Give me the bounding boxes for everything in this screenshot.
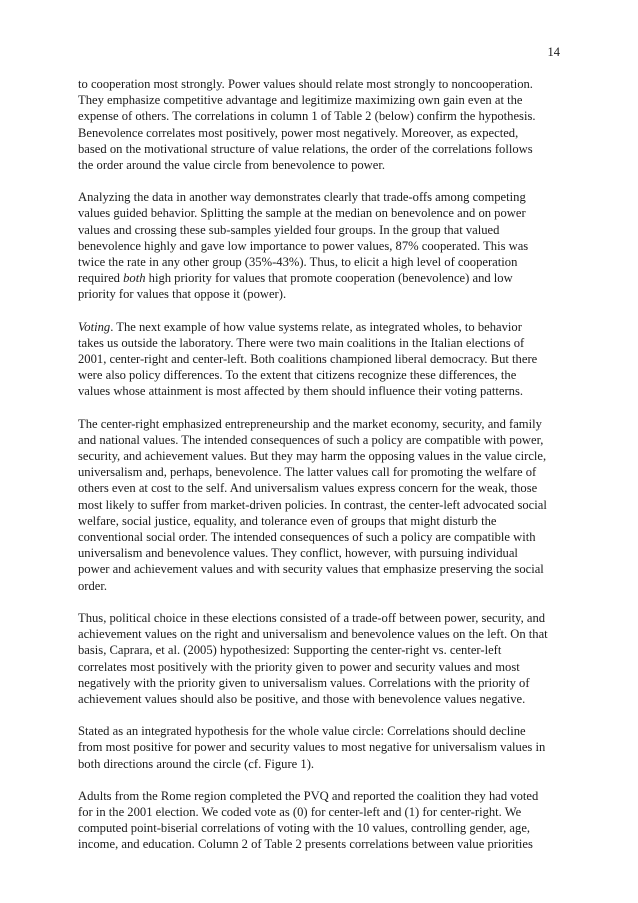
text-line: Adults from the Rome region completed the PVQ and reported the coalition they had voted (78, 788, 539, 803)
text-line: to cooperation most strongly. Power values should relate most strongly to noncooperation. (78, 77, 533, 91)
text-line: basis, Caprara, et al. (2005) hypothesized: Supporting the center-right vs. center-left (78, 643, 502, 658)
text-line: achievement values on the right and universalism and benevolence values on the left. On that (78, 627, 548, 642)
text-line: priority for values that oppose it (power). (78, 287, 287, 302)
text-line: Thus, political choice in these elections consisted of a trade-off between power, security, and (78, 610, 546, 625)
text-line: welfare, social justice, equality, and tolerance even of groups that might disturb the (78, 513, 497, 528)
text-line: values guided behavior. Splitting the sample at the median on benevolence and on power (78, 206, 526, 221)
paragraph-voting (78, 319, 562, 400)
text-line: both directions around the circle (cf. Figure 1). (78, 756, 315, 771)
text-line: Benevolence correlates most positively, power most negatively. Moreover, as expected, (78, 125, 519, 140)
text-line: correlates most positively with the priority given to power and security values and most (78, 659, 520, 674)
text-line: conventional social order. The intended consequences of such a policy are compatible with (78, 530, 536, 545)
text-line: and national values. The intended consequences of such a policy are compatible with power, (78, 432, 544, 447)
text-line: benevolence highly and gave low importance to power values, 87% cooperated. This was (78, 238, 529, 253)
text-line: twice the rate in any other group (35%-43%). Thus, to elicit a high level of cooperation (78, 255, 518, 270)
text-line: Analyzing the data in another way demonstrates clearly that trade-offs among competing (78, 190, 526, 205)
text-line: values and crossing these sub-samples yielded four groups. In the group that valued (78, 222, 500, 237)
paragraph-political-choice (78, 610, 562, 707)
text-line: The center-right emphasized entrepreneurship and the market economy, security, and family (78, 416, 542, 431)
text-line: were also policy differences. To the extent that citizens recognize these differences, the (78, 368, 517, 383)
text-line: for in the 2001 election. We coded vote as (0) for center-left and (1) for center-right. We (78, 804, 522, 819)
text-line: 2001, center-right and center-left. Both coalitions championed liberal democracy. But there (78, 352, 538, 367)
paragraph-trade-offs (78, 189, 562, 302)
paragraph-rome-sample (78, 788, 562, 853)
text-line: universalism and benevolence values. They conflict, however, with pursuing individual (78, 546, 518, 561)
text-run: . The next example of how value systems relate, as integrated wholes, to behavior (110, 319, 522, 334)
paragraph-integrated-hypothesis (78, 723, 562, 772)
text-line: Stated as an integrated hypothesis for the whole value circle: Correlations should decline (78, 724, 526, 739)
text-line: computed point-biserial correlations of voting with the 10 values, controlling gender, age, (78, 821, 531, 836)
page-number: 14 (547, 45, 560, 59)
text-line: security, and achievement values. But they may harm the opposing values in the value circle, (78, 449, 547, 464)
text-line: from most positive for power and security values to most negative for universalism values in (78, 740, 546, 755)
text-line: order. (78, 578, 108, 593)
text-line: They emphasize competitive advantage and legitimize maximizing own gain even at the (78, 93, 523, 108)
text-line: universalism and, perhaps, benevolence. The latter values call for promoting the welfare of (78, 465, 537, 480)
text-line (78, 270, 562, 286)
text-line: based on the motivational structure of value relations, the order of the correlations follows (78, 141, 533, 156)
text-line: income, and education. Column 2 of Table 2 presents correlations between value priorities (78, 837, 533, 852)
emphasis-text: both (123, 271, 146, 286)
paragraph-center-right (78, 416, 562, 594)
emphasis-text: Voting (78, 319, 111, 334)
paragraph-cooperation-hypothesis (78, 76, 562, 173)
text-line: the order around the value circle from benevolence to power. (78, 158, 386, 173)
text-line: values whose attainment is most affected by them should influence their voting patterns. (78, 384, 523, 399)
text-run: high priority for values that promote cooperation (benevolence) and low (145, 271, 513, 286)
text-line: takes us outside the laboratory. There were two main coalitions in the Italian elections of (78, 335, 525, 350)
text-line: negatively with the priority given to universalism values. Correlations with the priority of (78, 675, 530, 690)
text-line (78, 319, 562, 335)
text-line: expense of others. The correlations in column 1 of Table 2 (below) confirm the hypothesis. (78, 109, 536, 124)
text-line: power and achievement values and with security values that emphasize preserving the social (78, 562, 544, 577)
text-line: others even at cost to the self. And universalism values express concern for the weak, those (78, 481, 538, 496)
text-line: most likely to suffer from market-driven policies. In contrast, the center-left advocated social (78, 497, 547, 512)
text-run: required (78, 271, 124, 286)
body-text (78, 76, 562, 869)
text-line: achievement values should also be positive, and those with benevolence values negative. (78, 691, 526, 706)
